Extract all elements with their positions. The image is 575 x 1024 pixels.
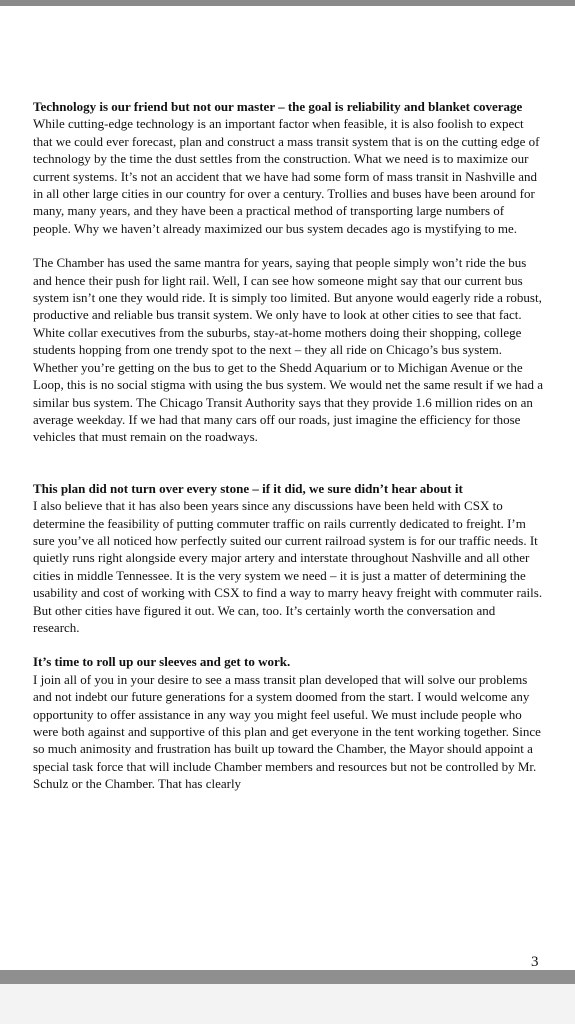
- section-get-to-work: [33, 653, 545, 792]
- section-chamber-mantra: [33, 254, 545, 445]
- section-heading: It’s time to roll up our sleeves and get to work.: [33, 654, 291, 670]
- section-heading: This plan did not turn over every stone – if it did, we sure didn’t hear about it: [33, 480, 463, 496]
- page-gap: [0, 984, 575, 1024]
- top-border: [0, 0, 575, 6]
- section-body: I also believe that it has also been years since any discussions have been held with CSX to determine the feasibility of putting commuter traffic on rails currently dedicated to freight. I’m sure you’ve all noticed how perfectly suited our current railroad system is for our traffic needs. It quietly runs right alongside every major artery and interstate throughout Nashville and all other cities in middle Tennessee. It is the very system we need – it is just a matter of determining the usability and cost of working with CSX to find a way to marry heavy freight with commuter rails. But other cities have figured it out. We can, too. It’s certainly worth the conversation and research.: [33, 498, 543, 635]
- section-csx-rails: [33, 480, 545, 637]
- page-number: 3: [531, 954, 539, 970]
- bottom-border: [0, 970, 575, 984]
- document-body: [33, 98, 545, 793]
- section-body: The Chamber has used the same mantra for years, saying that people simply won’t ride the bus and hence their push for light rail. Well, I can see how someone might say that our current bus system isn’t one they would ride. It is simply too limited. But anyone would eagerly ride a robust, productive and reliable bus transit system. We only have to look at other cities to see that fact. White collar executives from the suburbs, stay-at-home mothers doing their shopping, college students hopping from one trendy spot to the next – they all ride on Chicago’s bus system. Whether you’re getting on the bus to get to the Shedd Aquarium or to Michigan Avenue or the Loop, this is no social stigma with using the bus system. We would net the same result if we had a similar bus system. The Chicago Transit Authority says that they provide 1.6 million rides on an average weekday. If we had that many cars off our roads, just imagine the efficiency for those vehicles that must remain on the roadways.: [33, 255, 543, 445]
- section-body: I join all of you in your desire to see a mass transit plan developed that will solve our problems and not indebt our future generations for a system doomed from the start. I would welcome any opportunity to offer assistance in any way you might feel useful. We must include people who were both against and supportive of this plan and get everyone in the tent working together. Since so much animosity and frustration has built up toward the Chamber, the Mayor should appoint a special task force that will include Chamber members and resources but not be controlled by Mr. Schulz or the Chamber. That has clearly: [33, 671, 541, 792]
- section-body: While cutting-edge technology is an important factor when feasible, it is also foolish to expect that we could ever forecast, plan and construct a mass transit system that is on the cutting edge of technology by the time the dust settles from the construction. What we need is to maximize our current systems. It’s not an accident that we have had some form of mass transit in Nashville and in all other large cities in our country for over a century. Trollies and buses have been around for many, many years, and they have been a practical method of transporting large numbers of people. Why we haven’t already maximized our bus system decades ago is mystifying to me.: [33, 116, 540, 236]
- section-heading: Technology is our friend but not our master – the goal is reliability and blanket coverage: [33, 99, 523, 114]
- section-reliability: [33, 98, 545, 237]
